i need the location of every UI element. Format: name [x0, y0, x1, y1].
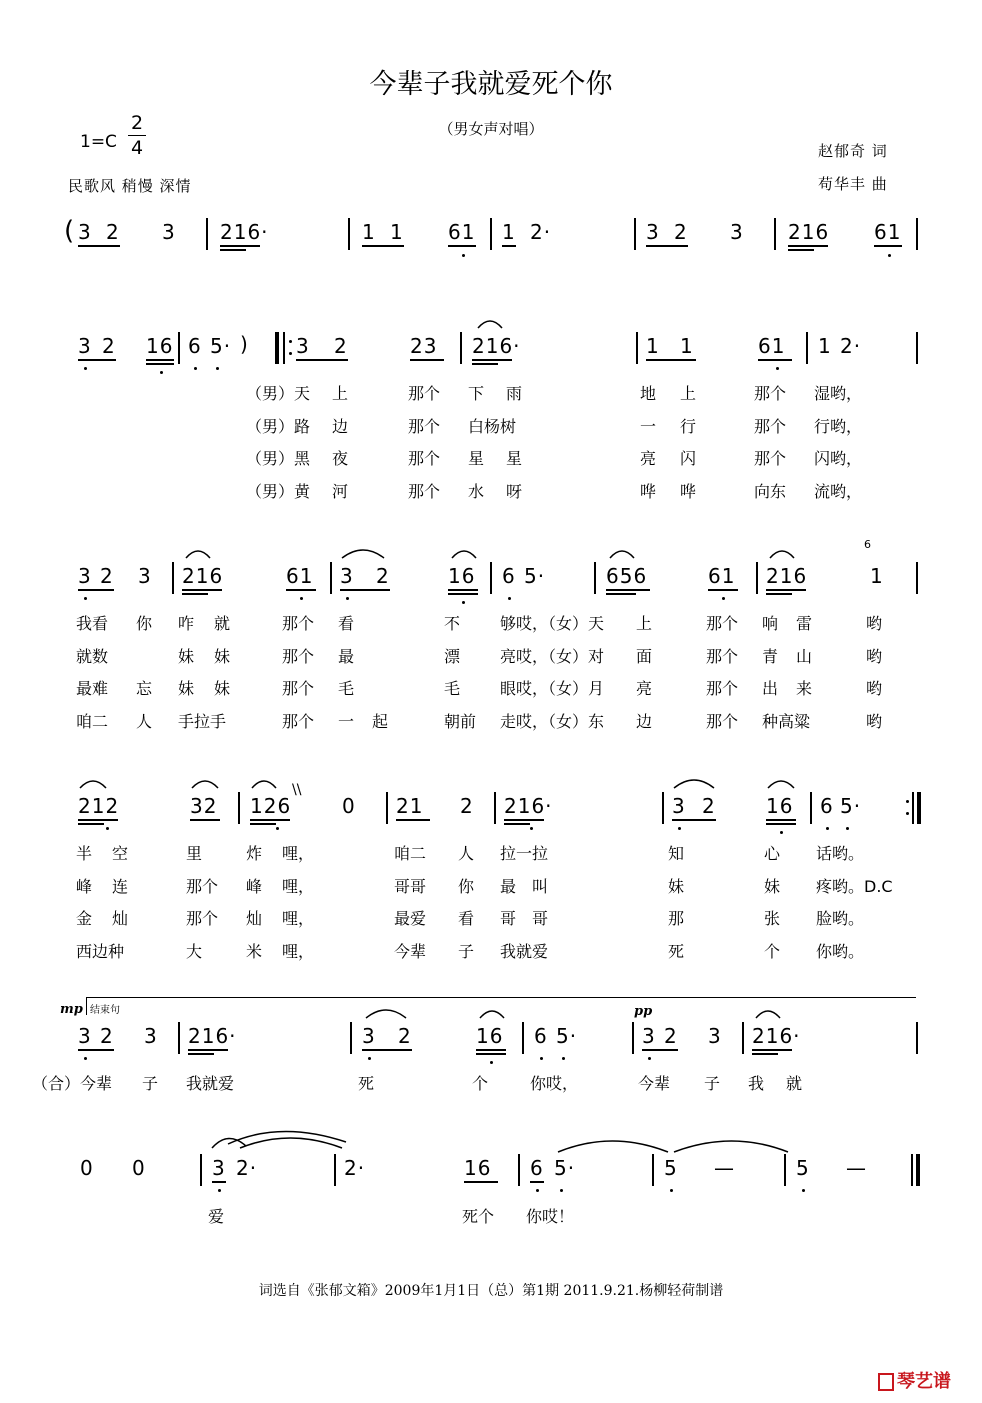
grace-note: 6 [864, 538, 871, 551]
note: 6 [502, 564, 516, 588]
note: — [714, 1156, 735, 1180]
key-signature: 1=C [80, 132, 117, 152]
note: 0 [80, 1156, 94, 1180]
note: 61 [708, 564, 736, 588]
note: 2· [344, 1156, 366, 1180]
note: 1 [362, 220, 376, 244]
note: 216 [788, 220, 830, 244]
note: 5· [840, 794, 862, 818]
note: 61 [874, 220, 902, 244]
note: 2 [398, 1024, 412, 1048]
note: 3 [138, 564, 152, 588]
note: 3 [78, 1024, 92, 1048]
tempo-marking: 民歌风 稍慢 深情 [68, 177, 192, 195]
note: 216· [752, 1024, 801, 1048]
song-subtitle: （男女声对唱） [438, 120, 544, 138]
slur [364, 1006, 408, 1020]
note: 2 [460, 794, 474, 818]
note: 16 [476, 1024, 504, 1048]
note: 2 [674, 220, 688, 244]
note: 3 [362, 1024, 376, 1048]
note: 3 [144, 1024, 158, 1048]
song-title: 今辈子我就爱死个你 [369, 69, 613, 100]
note: 5 [664, 1156, 678, 1180]
note: 1 [390, 220, 404, 244]
note: 5· [554, 1156, 576, 1180]
note: 6 [188, 334, 202, 358]
note: 61 [286, 564, 314, 588]
note: 216· [220, 220, 269, 244]
note: 2 [334, 334, 348, 358]
note: 656 [606, 564, 648, 588]
note: 2 [102, 334, 116, 358]
note: 1 [680, 334, 694, 358]
slur [78, 776, 108, 790]
slur [340, 546, 386, 560]
note: 3 [642, 1024, 656, 1048]
note: 61 [448, 220, 476, 244]
note: 2 [100, 564, 114, 588]
slur [478, 1006, 506, 1020]
note: 16 [766, 794, 794, 818]
lyricist-credit: 赵郁奇 词 [818, 142, 888, 160]
slur [768, 546, 796, 560]
note: 216· [504, 794, 553, 818]
note: 2 [664, 1024, 678, 1048]
note: 3 [296, 334, 310, 358]
note: 3 [78, 564, 92, 588]
time-signature-top: 2 [130, 112, 144, 134]
note: 21 [396, 794, 424, 818]
note: 6 [530, 1156, 544, 1180]
slur [476, 316, 504, 330]
slur [608, 546, 636, 560]
note: 2· [840, 334, 862, 358]
note: 3 [708, 1024, 722, 1048]
note: 3 [672, 794, 686, 818]
note: 216 [766, 564, 808, 588]
coda-label: 结束句 [90, 1005, 120, 1016]
slur [184, 546, 212, 560]
slur [190, 776, 220, 790]
note: — [846, 1156, 867, 1180]
note: 5· [524, 564, 546, 588]
note: 3 [78, 334, 92, 358]
note: 3 [730, 220, 744, 244]
note: 0 [342, 794, 356, 818]
note: 6 [534, 1024, 548, 1048]
note: 3 [78, 220, 92, 244]
note: 126 [250, 794, 292, 818]
note: 23 [410, 334, 438, 358]
composer-credit: 苟华丰 曲 [818, 175, 888, 193]
note: 2· [236, 1156, 258, 1180]
note: 2· [530, 220, 552, 244]
footer-note: 词选自《张郁文箱》2009年1月1日（总）第1期 2011.9.21.杨柳轻荷制谱 [258, 1283, 724, 1299]
note: 5· [556, 1024, 578, 1048]
note: 2 [376, 564, 390, 588]
note: 5 [796, 1156, 810, 1180]
note: 216· [472, 334, 521, 358]
note: 1 [502, 220, 516, 244]
note: 2 [106, 220, 120, 244]
note: 1 [646, 334, 660, 358]
note: 3 [212, 1156, 226, 1180]
note: 3 [646, 220, 660, 244]
dynamic-mp: mp [60, 1002, 83, 1017]
note: 6 [820, 794, 834, 818]
slur [766, 776, 796, 790]
slur [250, 776, 278, 790]
slur [672, 776, 716, 790]
note: 2 [100, 1024, 114, 1048]
slur [450, 546, 478, 560]
dynamic-pp: pp [634, 1004, 653, 1019]
note: 1 [818, 334, 832, 358]
note: 5· [210, 334, 232, 358]
note: ) [240, 332, 249, 356]
note: 2 [702, 794, 716, 818]
note: 16 [464, 1156, 492, 1180]
note: 0 [132, 1156, 146, 1180]
note: 3 [340, 564, 354, 588]
note: 3 [162, 220, 176, 244]
slur [754, 1006, 782, 1020]
note: 212 [78, 794, 120, 818]
note: 16 [146, 334, 174, 358]
time-signature [128, 112, 146, 159]
logo-icon [878, 1373, 894, 1391]
note: 16 [448, 564, 476, 588]
note: 61 [758, 334, 786, 358]
note: 216· [188, 1024, 237, 1048]
time-signature-bottom: 4 [130, 137, 144, 159]
site-logo: 琴艺谱 [878, 1367, 951, 1393]
note: 1 [870, 564, 884, 588]
note: 216 [182, 564, 224, 588]
note: 32 [190, 794, 218, 818]
tie [556, 1134, 792, 1156]
slur [210, 1126, 350, 1152]
